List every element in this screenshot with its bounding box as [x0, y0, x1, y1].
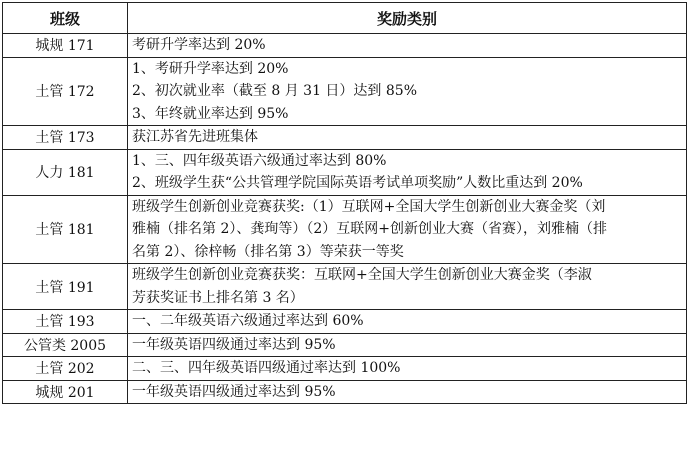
award-line: 班级学生创新创业竞赛获奖：互联网+全国大学生创新创业大赛金奖（李淑 — [132, 267, 592, 283]
award-cell — [128, 333, 687, 357]
class-name-cell: 公管类 2005 — [3, 333, 128, 357]
award-cell — [128, 149, 687, 195]
award-cell — [128, 195, 687, 264]
award-line: 一、二年级英语六级通过率达到 60% — [132, 313, 364, 329]
award-line: 3、年终就业率达到 95% — [132, 105, 289, 122]
award-cell — [128, 57, 687, 126]
award-line: 1、三、四年级英语六级通过率达到 80% — [132, 152, 387, 169]
table-row — [3, 333, 687, 357]
award-line: 一年级英语四级通过率达到 95% — [132, 383, 336, 400]
table-row — [3, 195, 687, 264]
award-line: 二、三、四年级英语四级通过率达到 100% — [132, 360, 401, 376]
class-name-cell: 土管 191 — [3, 264, 128, 310]
table-row — [3, 310, 687, 334]
award-line: 获江苏省先进班集体 — [132, 129, 258, 145]
class-name-cell: 人力 181 — [3, 149, 128, 195]
class-name-cell: 城规 171 — [3, 34, 128, 58]
table-row — [3, 57, 687, 126]
table-header-row — [3, 3, 687, 34]
table-body — [3, 34, 687, 404]
award-line: 考研升学率达到 20% — [132, 37, 266, 53]
award-line: 2、初次就业率（截至 8 月 31 日）达到 85% — [132, 83, 417, 99]
header-class: 班级 — [3, 3, 128, 34]
class-name-cell: 土管 202 — [3, 357, 128, 381]
award-line: 一年级英语四级通过率达到 95% — [132, 336, 336, 353]
award-line: 班级学生创新创业竞赛获奖:（1）互联网+全国大学生创新创业大赛金奖（刘 — [132, 198, 606, 215]
award-line: 1、考研升学率达到 20% — [132, 60, 289, 77]
table-row — [3, 357, 687, 381]
award-cell — [128, 126, 687, 150]
award-cell — [128, 264, 687, 310]
award-line: 雅楠（排名第 2）、龚珣等）（2）互联网+创新创业大赛（省赛），刘雅楠（排 — [132, 221, 607, 237]
award-cell — [128, 310, 687, 334]
table-row — [3, 126, 687, 150]
header-award-type: 奖励类别 — [128, 3, 687, 34]
award-line: 芳获奖证书上排名第 3 名） — [132, 289, 304, 306]
class-name-cell: 土管 193 — [3, 310, 128, 334]
award-cell — [128, 380, 687, 404]
class-name-cell: 土管 181 — [3, 195, 128, 264]
award-cell — [128, 357, 687, 381]
class-name-cell: 土管 173 — [3, 126, 128, 150]
class-name-cell: 城规 201 — [3, 380, 128, 404]
table-row — [3, 264, 687, 310]
award-cell — [128, 34, 687, 58]
table-row — [3, 34, 687, 58]
award-line: 2、班级学生获“公共管理学院国际英语考试单项奖励”人数比重达到 20% — [132, 175, 583, 191]
class-name-cell: 土管 172 — [3, 57, 128, 126]
table-row — [3, 380, 687, 404]
awards-table — [2, 2, 687, 404]
award-line: 名第 2）、徐梓畅（排名第 3）等荣获一等奖 — [132, 243, 404, 260]
table-row — [3, 149, 687, 195]
